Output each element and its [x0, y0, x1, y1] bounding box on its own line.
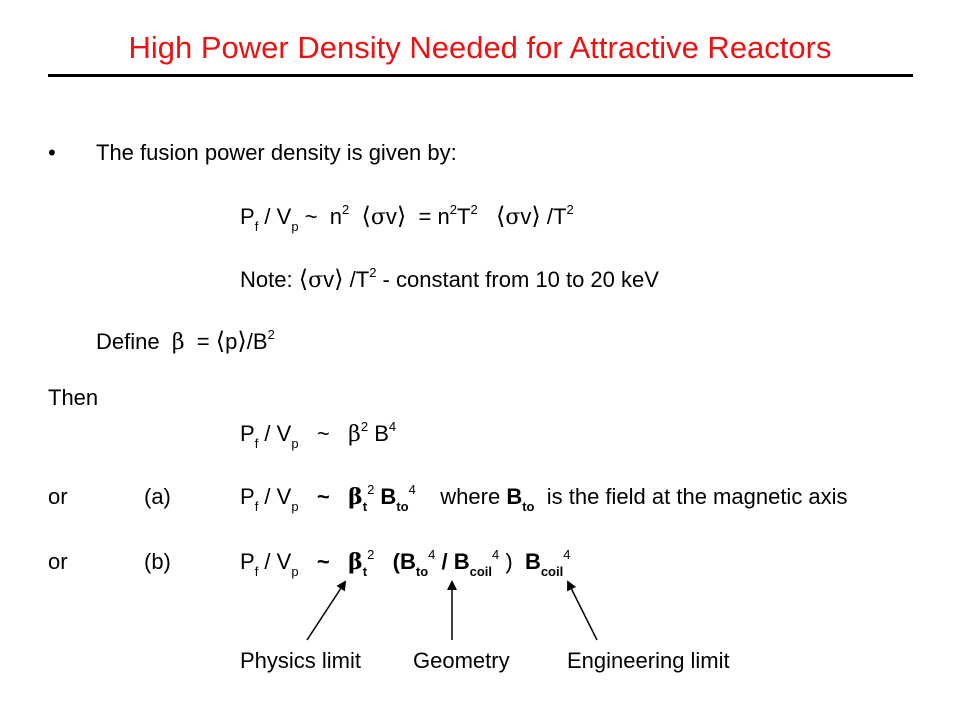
row-b-or: or: [48, 549, 68, 574]
define-beta-symbol: β: [171, 330, 185, 355]
a-slash-v: / V: [258, 484, 292, 509]
then-label: Then: [48, 385, 99, 410]
a-tilde: ~: [316, 484, 330, 509]
b-to-sup: 4: [428, 547, 436, 562]
note-rangle: ⟩: [334, 265, 344, 293]
b-coil-sup: 4: [492, 547, 500, 562]
equation-power-density: [240, 203, 574, 233]
b-slash-v: / V: [258, 549, 292, 574]
b-close: ): [505, 549, 513, 574]
b-B-sub: coil: [540, 564, 564, 579]
eq1-T-sup: 2: [470, 202, 478, 217]
b-B: B: [524, 549, 541, 574]
equation-then: [240, 421, 396, 450]
a-p-sub: f: [254, 499, 259, 514]
row-b-label: (b): [144, 549, 171, 574]
eq1-n: n: [329, 204, 343, 229]
then-p: P: [240, 421, 255, 446]
eq1-tilde: ~: [304, 204, 318, 229]
then-tilde: ~: [316, 421, 330, 446]
note-sigma: σ: [308, 268, 324, 293]
row-a-label: (a): [144, 484, 171, 509]
eq1-sigma: σ: [370, 205, 386, 230]
b-tilde: ~: [316, 549, 330, 574]
eq1-rangle-2: ⟩: [531, 202, 541, 230]
a-v-sub: p: [291, 499, 299, 514]
arrow-physics: [307, 582, 345, 640]
then-B: B: [374, 421, 389, 446]
a-beta-sub: t: [362, 499, 368, 514]
note-T-sup: 2: [369, 265, 377, 280]
eq1-slash-v: / V: [258, 204, 292, 229]
eq1-n2: n: [437, 204, 450, 229]
then-slash-v: / V: [258, 421, 292, 446]
a-B2-sub: to: [522, 499, 535, 514]
eq1-rangle: ⟩: [396, 202, 407, 230]
eq1-T: T: [456, 204, 471, 229]
b-p: P: [240, 549, 255, 574]
eq1-n-sup: 2: [342, 202, 350, 217]
then-p-sub: f: [254, 436, 259, 451]
define-B-sup: 2: [267, 327, 275, 342]
note-line: [240, 266, 659, 296]
a-B2: B: [506, 484, 523, 509]
then-beta: β: [348, 422, 361, 447]
b-v-sub: p: [291, 564, 299, 579]
note-label: Note:: [240, 267, 293, 292]
b-to-sub: to: [415, 564, 429, 579]
b-open: (B: [392, 549, 416, 574]
define-beta: [96, 328, 275, 358]
b-B-sup: 4: [563, 547, 571, 562]
slide-title: High Power Density Needed for Attractive Reactors: [128, 30, 832, 65]
eq1-slash-T: /T: [546, 204, 567, 229]
note-langle: ⟨: [298, 265, 309, 293]
define-equals: =: [196, 329, 210, 354]
define-p: p: [225, 329, 238, 354]
b-p-sub: f: [254, 564, 259, 579]
a-beta: β: [348, 484, 363, 510]
a-B-sub: to: [396, 499, 409, 514]
eq1-langle-2: ⟨: [496, 202, 506, 230]
eq1-v-2: v: [520, 204, 532, 229]
a-p: P: [240, 484, 255, 509]
label-engineering-limit: Engineering limit: [567, 648, 730, 673]
eq1-v-sub: p: [291, 219, 299, 234]
b-beta-sub: t: [362, 564, 368, 579]
row-a-or: or: [48, 484, 68, 509]
eq1-p-sub: f: [254, 219, 259, 234]
eq1-n2-sup: 2: [449, 202, 457, 217]
a-rest: is the field at the magnetic axis: [546, 484, 848, 509]
note-slash-T: /T: [349, 267, 370, 292]
define-langle: ⟨: [215, 327, 226, 355]
eq1-slash-T-sup: 2: [566, 202, 574, 217]
eq1-equals: =: [418, 204, 432, 229]
note-text: - constant from 10 to 20 keV: [382, 267, 659, 292]
b-coil-sub: coil: [469, 564, 493, 579]
a-beta-sup: 2: [367, 482, 375, 497]
define-label: Define: [96, 329, 160, 354]
arrow-engineering: [568, 582, 597, 640]
eq1-v: v: [385, 204, 397, 229]
equation-a: [240, 484, 848, 513]
b-beta: β: [348, 549, 363, 575]
then-v-sub: p: [291, 436, 299, 451]
equation-b: [240, 549, 570, 578]
eq1-langle: ⟨: [361, 202, 371, 230]
label-physics-limit: Physics limit: [240, 648, 362, 673]
a-B: B: [380, 484, 397, 509]
a-B-sup: 4: [408, 482, 416, 497]
bullet: •: [48, 140, 56, 165]
define-slash-B: /B: [246, 329, 268, 354]
title-underline: [48, 74, 913, 77]
eq1-p: P: [240, 204, 255, 229]
define-rangle: ⟩: [237, 327, 247, 355]
bullet-text: The fusion power density is given by:: [96, 140, 457, 165]
b-beta-sup: 2: [367, 547, 375, 562]
b-mid: / B: [435, 549, 470, 574]
eq1-sigma-2: σ: [505, 205, 521, 230]
a-where: where: [440, 484, 501, 509]
then-B-sup: 4: [388, 419, 397, 434]
then-beta-sup: 2: [360, 419, 369, 434]
label-geometry: Geometry: [413, 648, 510, 673]
note-v: v: [323, 267, 335, 292]
